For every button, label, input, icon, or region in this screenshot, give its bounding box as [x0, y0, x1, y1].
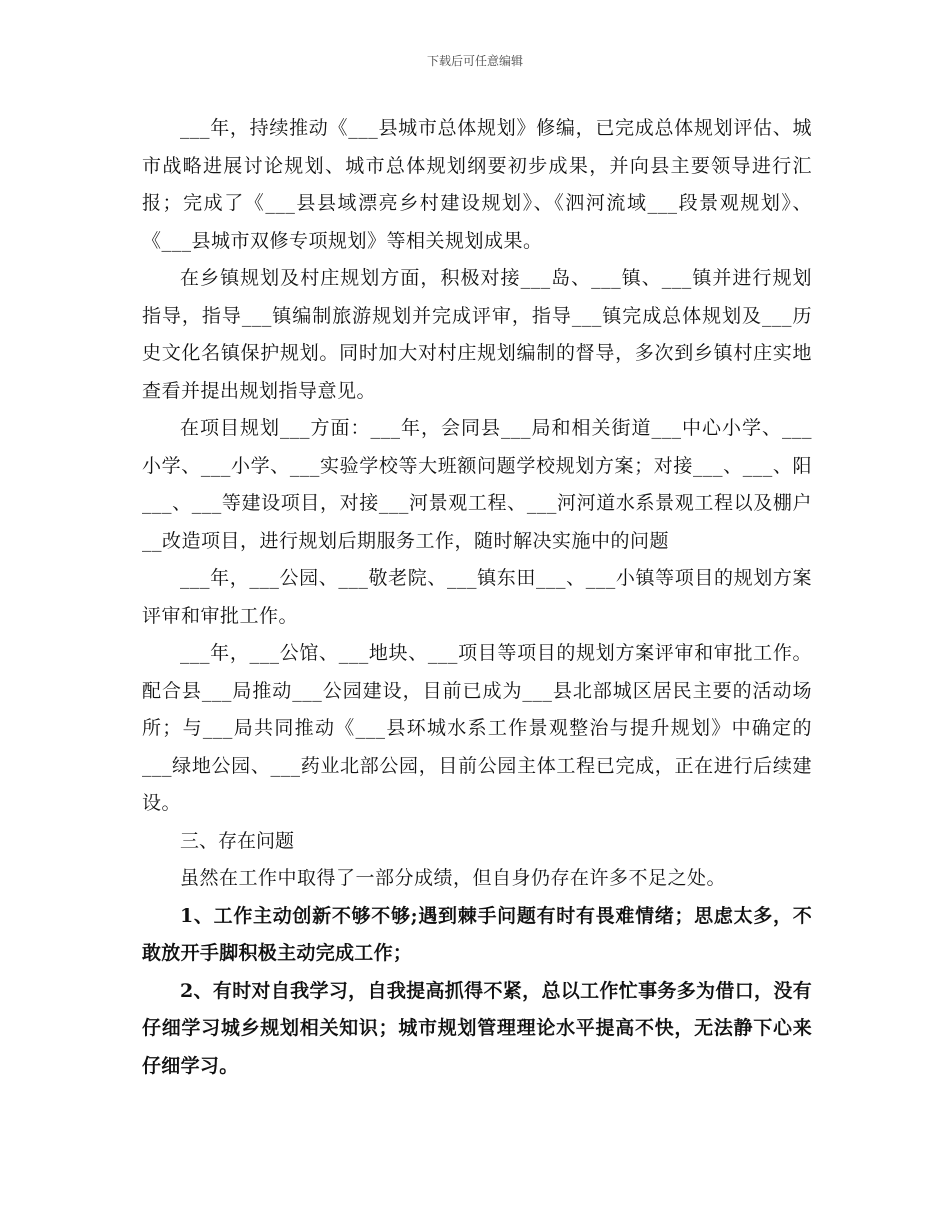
page-header: 下载后可任意编辑 [426, 54, 523, 68]
document-body [142, 110, 812, 1085]
issue-item-2: 2、有时对自我学习，自我提高抓得不紧，总以工作忙事务多为借口，没有仔细学习城乡规划相关知识；城市规划管理理论水平提高不快，无法静下心来仔细学习。 [142, 979, 812, 1077]
paragraph-park-construction: ___年，___公馆、___地块、___项目等项目的规划方案评审和审批工作。配合县___局推动___公园建设，目前已成为___县北部城区居民主要的活动场所；与___局共同推动《___县环城水系工作景观整治与提升规划》中确定的___绿地公园、___药业北部公园，目前公园主体工程已完成，正在进行后续建设。 [142, 642, 812, 814]
paragraph-project-planning: 在项目规划___方面：___年，会同县___局和相关街道___中心小学、___小学、___小学、___实验学校等大班额问题学校规划方案；对接___、___、阳___、___等建设项目，对接___河景观工程、___河河道水系景观工程以及棚户__改造项目，进行规划后期服务工作，随时解决实施中的问题 [142, 417, 812, 552]
section-heading-issues: 三、存在问题 [180, 829, 295, 852]
paragraph-overall-planning: ___年，持续推动《___县城市总体规划》修编，已完成总体规划评估、城市战略进展讨论规划、城市总体规划纲要初步成果，并向县主要领导进行汇报；完成了《___县县域漂亮乡村建设规划》、《泗河流域___段景观规划》、《___县城市双修专项规划》等相关规划成果。 [142, 117, 812, 252]
paragraph-issues-intro: 虽然在工作中取得了一部分成绩，但自身仍存在许多不足之处。 [180, 867, 727, 889]
issue-item-1: 1、工作主动创新不够不够;遇到棘手问题有时有畏难情绪；思虑太多，不敢放开手脚积极主动完成工作； [142, 904, 812, 964]
paragraph-review-work: ___年，___公园、___敬老院、___镇东田___、___小镇等项目的规划方案评审和审批工作。 [142, 567, 812, 627]
paragraph-township-planning: 在乡镇规划及村庄规划方面，积极对接___岛、___镇、___镇并进行规划指导，指导___镇编制旅游规划并完成评审，指导___镇完成总体规划及___历史文化名镇保护规划。同时加大对村庄规划编制的督导，多次到乡镇村庄实地查看并提出规划指导意见。 [142, 267, 812, 402]
